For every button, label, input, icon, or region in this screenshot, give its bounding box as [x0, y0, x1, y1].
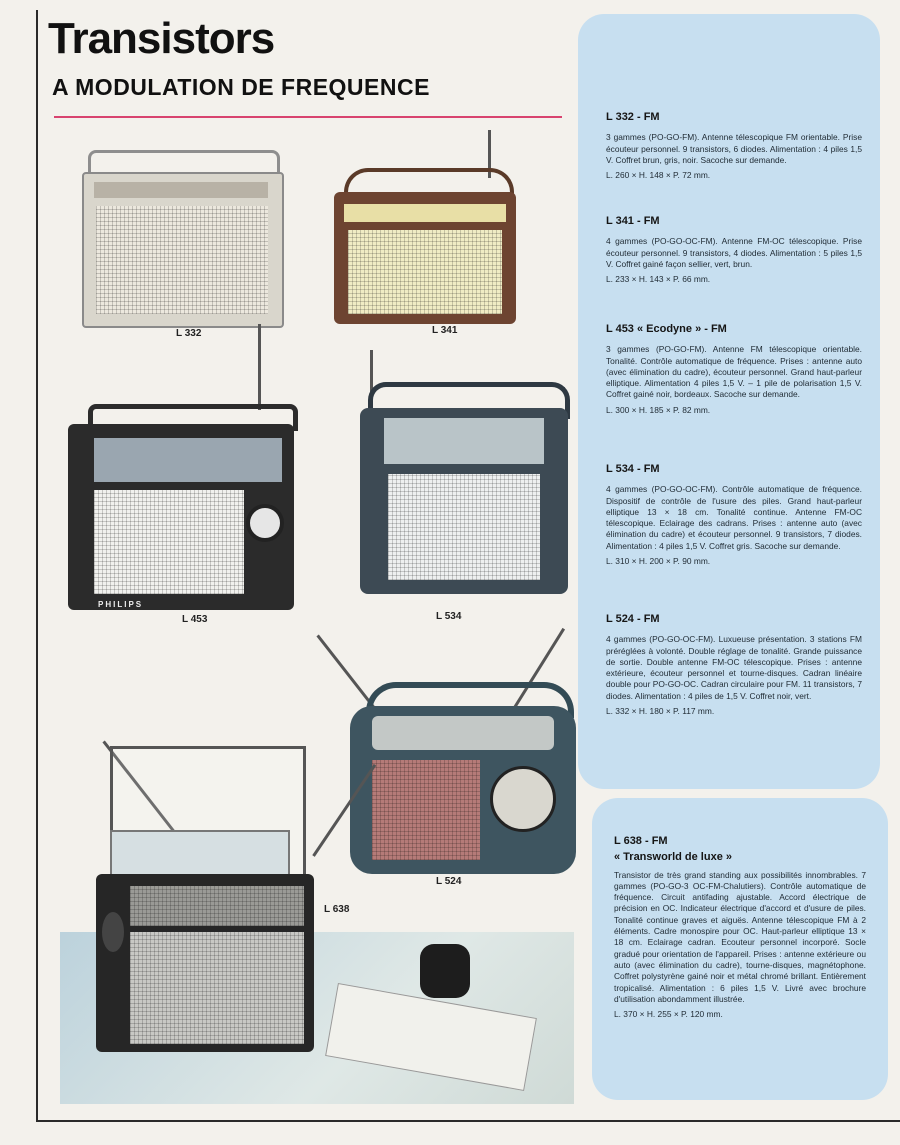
radio-l332-body: [82, 172, 284, 328]
radio-label-l534: L 534: [436, 611, 462, 622]
spec-text: Transistor de très grand standing aux possibilités innombrables. 7 gammes (PO-GO-3 OC-FM-Chalutiers). Contrôle automatique de fréquence. Circuit antifading ajustable. Accord électrique de précision en OC. Indicateur électrique d'accord et d'usure de piles. Tonalité continue graves et aiguës. Antenne télescopique FM à 2 éléments. Cadre monospire pour OC. Haut-parleur elliptique 13 × 18 cm. Eclairage cadran. Ecouteur personnel incorporé. Socle gradué pour orientation de l'appareil. Prises : antenne extérieure ou auto (avec élimination du cadre), tourne-disques, magnétophone. Coffret polystyrène gainé noir et métal chromé brillant. Entièrement tropicalisé. Alimentation : 6 piles 1,5 V. Livré avec brochure d'utilisation abondamment illustrée.: [614, 869, 866, 1004]
spec-dimensions: L. 310 × H. 200 × P. 90 mm.: [606, 556, 711, 567]
page-title: Transistors: [48, 14, 275, 63]
spec-dimensions: L. 260 × H. 148 × P. 72 mm.: [606, 170, 711, 181]
radio-l534-dial: [384, 418, 544, 464]
spec-dimensions: L. 370 × H. 255 × P. 120 mm.: [614, 1009, 723, 1020]
radio-l341-dial: [344, 204, 506, 222]
spec-l524: [606, 614, 862, 717]
spec-heading: L 453 « Ecodyne » - FM: [606, 323, 727, 335]
radio-l332-photo: [82, 150, 280, 328]
spec-heading: L 332 - FM: [606, 111, 660, 123]
radio-l638-dial-panel: [130, 886, 304, 926]
radio-l534-photo: [360, 382, 568, 596]
spec-l453: [606, 324, 862, 416]
spec-heading: L 524 - FM: [606, 613, 660, 625]
radio-l453-photo: [68, 404, 294, 612]
spec-heading: L 638 - FM: [614, 835, 668, 847]
radio-l332-grille: [96, 206, 268, 314]
radio-l453-dial: [94, 438, 282, 482]
radio-l638-body: [96, 874, 314, 1052]
radio-l341-body: [334, 192, 516, 324]
radio-l524-photo: [350, 682, 576, 876]
spec-dimensions: L. 332 × H. 180 × P. 117 mm.: [606, 706, 715, 717]
radio-l332-dial: [94, 182, 268, 198]
radio-l453-body: [68, 424, 294, 610]
radio-l638-map-panel: [110, 830, 290, 880]
spec-dimensions: L. 300 × H. 185 × P. 82 mm.: [606, 404, 711, 415]
spec-l341: [606, 216, 862, 285]
spec-heading: L 534 - FM: [606, 463, 660, 475]
radio-label-l524: L 524: [436, 876, 462, 887]
radio-label-l332: L 332: [176, 328, 202, 339]
spec-heading: L 341 - FM: [606, 215, 660, 227]
spec-l638: [614, 836, 866, 1020]
compass: [420, 944, 470, 998]
radio-l524-dial: [372, 716, 554, 750]
radio-l453-knob: [246, 504, 284, 542]
spec-text: 4 gammes (PO-GO-OC-FM). Antenne FM-OC télescopique. Prise écouteur personnel. 9 transistors, 4 diodes. Alimentation : 5 piles 1,5 V. Coffret gainé façon sellier, vert, brun.: [606, 236, 862, 269]
title-rule: [54, 116, 562, 118]
spec-text: 3 gammes (PO-GO-FM). Antenne télescopique FM orientable. Prise écouteur personnel. 9 transistors, 6 diodes. Alimentation : 4 piles 1,5 V. Coffret brun, gris, noir. Sacoche sur demande.: [606, 132, 862, 165]
spec-dimensions: L. 233 × H. 143 × P. 66 mm.: [606, 274, 711, 285]
radio-l341-grille: [348, 230, 502, 314]
radio-label-l341: L 341: [432, 325, 458, 336]
radio-l524-body: [350, 706, 576, 874]
radio-l638-keypad: [130, 932, 304, 1044]
radio-l453-grille: [94, 490, 244, 594]
radio-l524-grille: [372, 760, 480, 860]
radio-l453-brand: PHILIPS: [98, 600, 144, 609]
spec-text: 4 gammes (PO-GO-OC-FM). Luxueuse présentation. 3 stations FM préréglées à volonté. Double réglage de tonalité. Grande puissance de sortie. Double antenne FM-OC télescopique. Prises : antenne extérieure, écouteur personnel et tourne-disques. Cadran linéaire double pour PO-GO-OC. Cadran circulaire pour FM. 11 transistors, 7 diodes. Alimentation : 4 piles de 1,5 V. Coffret noir, vert.: [606, 634, 862, 701]
spec-l534: [606, 464, 862, 567]
radio-label-l453: L 453: [182, 614, 208, 625]
spec-l332: [606, 112, 862, 181]
radio-label-l638: L 638: [324, 904, 350, 915]
radio-l534-body: [360, 408, 568, 594]
radio-l524-round-dial: [490, 766, 556, 832]
radio-l638-photo: [96, 746, 314, 1054]
spec-text: 4 gammes (PO-GO-OC-FM). Contrôle automatique de fréquence. Dispositif de contrôle de l'usure des piles. Grand haut-parleur elliptique 13 × 18 cm. Tonalité continue. Antenne FM-OC télescopique. Eclairage des cadrans. Prises : antenne auto (avec élimination du cadre) et écouteur personnel. 9 transistors, 7 diodes. Alimentation : 4 piles 1,5 V. Coffret gris. Sacoche sur demande.: [606, 484, 862, 551]
radio-l534-grille: [388, 474, 540, 580]
radio-l453-antenna: [258, 324, 261, 410]
page-subtitle: A MODULATION DE FREQUENCE: [52, 74, 430, 100]
radio-l638-speaker: [102, 912, 124, 952]
spec-text: 3 gammes (PO-GO-FM). Antenne FM télescopique orientable. Tonalité. Contrôle automatique de fréquence. Prises : antenne auto (avec élimination du cadre), écouteur personnel. Grand haut-parleur elliptique. Alimentation 4 piles 1,5 V. – 1 pile de polarisation 1,5 V. Coffret gainé noir, bordeaux. Sacoche sur demande.: [606, 344, 862, 400]
spec-subheading: « Transworld de luxe »: [614, 851, 732, 864]
radio-l341-photo: [334, 168, 516, 326]
